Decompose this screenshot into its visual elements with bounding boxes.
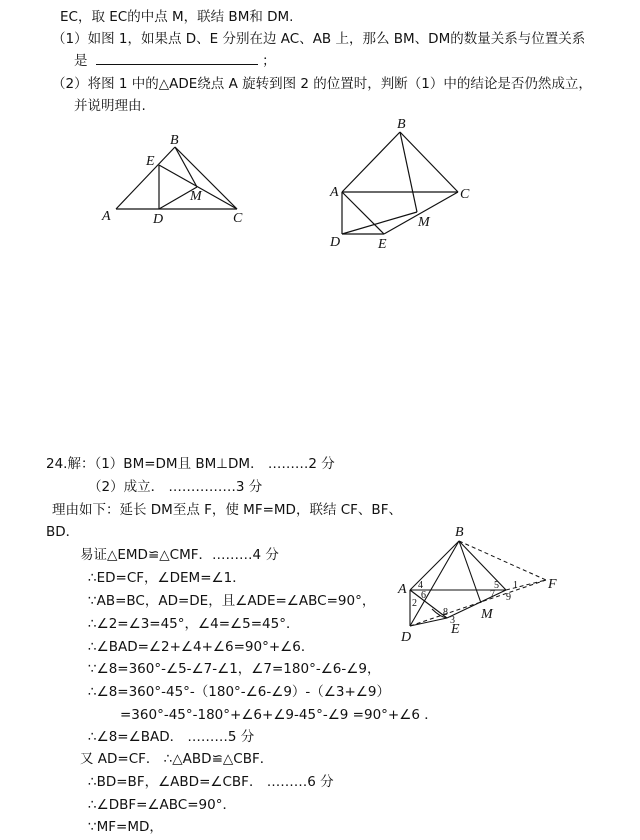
solution-line-11: ∴∠8=360°-45°-（180°-∠6-∠9）-（∠3+∠9） (88, 684, 390, 700)
solution-line-8: ∴∠2=∠3=45°，∠4=∠5=45°． (88, 616, 300, 632)
question-1-suffix: ； (262, 53, 276, 69)
question-2-line-b: 并说明理由. (74, 98, 146, 114)
fig3-line-BF (459, 541, 546, 580)
fig3-line-BM (459, 541, 481, 603)
fig3-angle-8: 8 (443, 607, 448, 618)
fig2-label-C: C (460, 187, 470, 202)
solution-line-16: ∴∠DBF=∠ABC=90°． (88, 797, 236, 813)
fig3-label-F: F (548, 577, 557, 592)
fig2-label-B: B (397, 117, 406, 132)
problem-line-0: EC，取 EC的中点 M，联结 BM和 DM. (60, 9, 294, 25)
solution-line-17: ∵MF=MD， (88, 819, 163, 835)
solution-line-5: 易证△EMD≌△CMF．………4 分 (80, 547, 279, 563)
fig3-angle-6: 6 (421, 590, 426, 601)
fig1-label-B: B (170, 133, 179, 148)
fig3-label-A: A (398, 582, 407, 597)
solution-line-4: BD． (46, 524, 80, 540)
fig3-label-D: D (401, 630, 412, 645)
fig3-label-E: E (451, 622, 460, 637)
fig3-line-CF (506, 580, 546, 590)
fig1-label-M: M (190, 189, 202, 204)
fig3-angle-7: 7 (490, 589, 495, 600)
solution-line-15: ∴BD=BF，∠ABD=∠CBF． ………6 分 (88, 774, 334, 790)
fig3-angle-1: 1 (513, 580, 518, 591)
fig2-label-D: D (330, 235, 341, 250)
fig3-angle-4: 4 (418, 580, 423, 591)
fig1-label-A: A (102, 209, 111, 224)
fig3-angle-2: 2 (412, 598, 417, 609)
solution-line-7: ∵AB=BC，AD=DE，且∠ADE=∠ABC=90°， (88, 593, 376, 609)
fig1-label-C: C (233, 211, 243, 226)
fig2-label-A: A (330, 185, 339, 200)
question-1-line-a: （1）如图 1，如果点 D、E 分别在边 AC、AB 上，那么 BM、DM的数量关系与位置关系 (52, 31, 586, 47)
fig3-label-M: M (481, 607, 493, 622)
question-1-prefix: 是 (74, 53, 88, 69)
solution-line-12: =360°-45°-180°+∠6+∠9-45°-∠9 =90°+∠6 ． (120, 707, 438, 723)
fig2-label-M: M (418, 215, 430, 230)
fig3-angle-5: 5 (494, 580, 499, 591)
solution-line-10: ∵∠8=360°-∠5-∠7-∠1，∠7=180°-∠6-∠9， (88, 661, 381, 677)
solution-line-14: 又 AD=CF． ∴△ABD≌△CBF． (80, 751, 274, 767)
fig3-line-DF (410, 580, 546, 626)
fig1-label-D: D (153, 212, 164, 227)
solution-line-3: 理由如下：延长 DM至点 F，使 MF=MD，联结 CF、BF、 (52, 502, 402, 518)
fig3-angle-9: 9 (506, 592, 511, 603)
solution-line-13: ∴∠8=∠BAD． ………5 分 (88, 729, 255, 745)
solution-line-2: （2）成立． ……………3 分 (88, 479, 263, 495)
solution-line-1: 24.解：（1）BM=DM且 BM⊥DM． ………2 分 (46, 456, 335, 472)
solution-line-9: ∴∠BAD=∠2+∠4+∠6=90°+∠6． (88, 639, 315, 655)
fig3-label-B: B (455, 525, 464, 540)
question-2-line-a: （2）将图 1 中的△ADE绕点 A 旋转到图 2 的位置时，判断（1）中的结论是否仍然成立， (52, 76, 592, 92)
solution-line-6: ∴ED=CF，∠DEM=∠1． (88, 570, 246, 586)
fig3-angle-3: 3 (450, 615, 455, 626)
fig3-line-DE (410, 618, 447, 626)
fig1-label-E: E (146, 154, 155, 169)
fig2-label-E: E (378, 237, 387, 252)
